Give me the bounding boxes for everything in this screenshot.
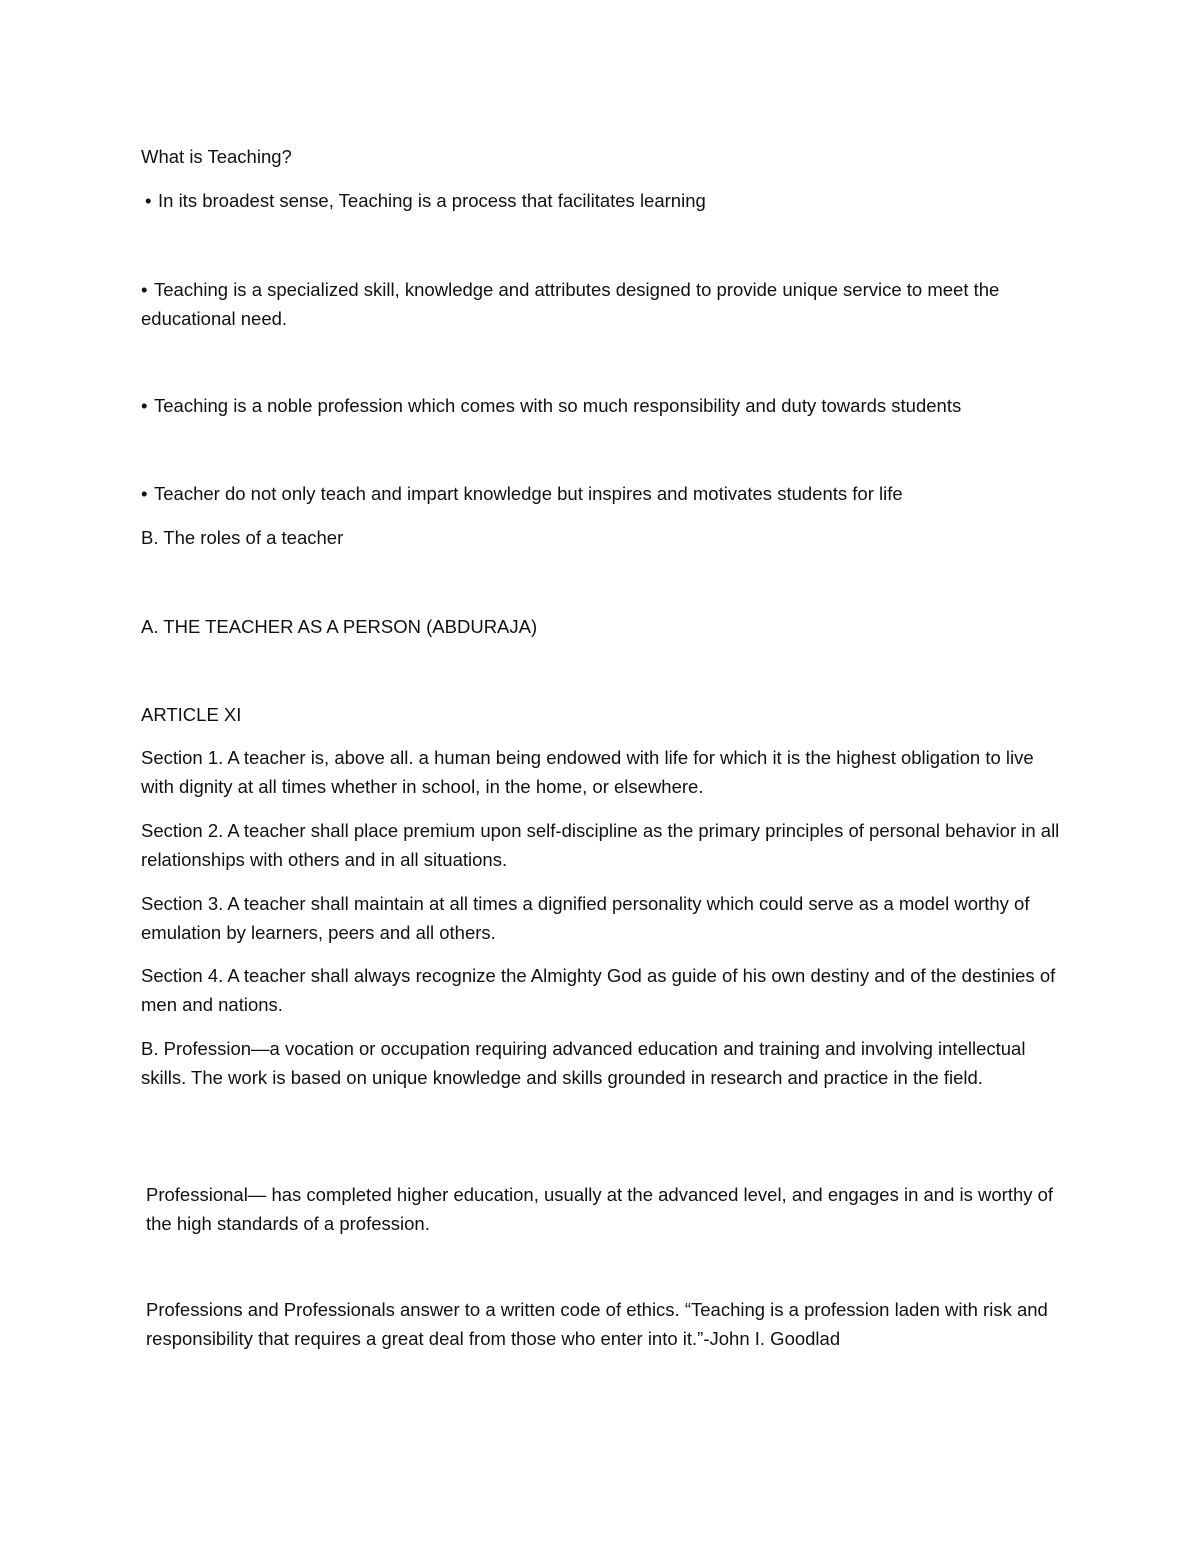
bullet-text: Teaching is a specialized skill, knowledge and attributes designed to provide unique service to meet the educational need.: [141, 279, 1000, 329]
article-heading: ARTICLE XI: [141, 704, 242, 725]
page-heading: What is Teaching?: [141, 146, 292, 167]
section-paragraph: Section 3. A teacher shall maintain at all times a dignified personality which could serve as a model worthy of emulation by learners, peers and all others.: [141, 893, 1030, 943]
section-paragraph: Section 4. A teacher shall always recognize the Almighty God as guide of his own destiny and of the destinies of men and nations.: [141, 965, 1056, 1015]
bullet-item: [141, 275, 1071, 333]
ethics-quote: Professions and Professionals answer to a written code of ethics. “Teaching is a profession laden with risk and responsibility that requires a great deal from those who enter into it.”-John I. Goodlad: [146, 1299, 1048, 1349]
profession-definition: B. Profession—a vocation or occupation requiring advanced education and training and involving intellectual skills. The work is based on unique knowledge and skills grounded in research and practice in the field.: [141, 1038, 1026, 1088]
teacher-person-heading: A. THE TEACHER AS A PERSON (ABDURAJA): [141, 616, 538, 637]
bullet-item: [141, 391, 1071, 420]
bullet-text: Teaching is a noble profession which comes with so much responsibility and duty towards students: [154, 395, 962, 416]
bullet-icon: •: [141, 279, 148, 300]
bullet-icon: •: [145, 190, 152, 211]
section-paragraph: Section 2. A teacher shall place premium upon self-discipline as the primary principles of personal behavior in all relationships with others and in all situations.: [141, 820, 1060, 870]
bullet-item: [141, 479, 1071, 508]
bullet-icon: •: [141, 483, 148, 504]
bullet-icon: •: [141, 395, 148, 416]
bullet-text: Teacher do not only teach and impart knowledge but inspires and motivates students for life: [154, 483, 903, 504]
professional-definition: Professional— has completed higher education, usually at the advanced level, and engages in and is worthy of the high standards of a profession.: [146, 1184, 1054, 1234]
bullet-item: [145, 186, 1075, 215]
roles-heading: B. The roles of a teacher: [141, 527, 344, 548]
bullet-text: In its broadest sense, Teaching is a process that facilitates learning: [158, 190, 706, 211]
section-paragraph: Section 1. A teacher is, above all. a human being endowed with life for which it is the highest obligation to live with dignity at all times whether in school, in the home, or elsewhere.: [141, 747, 1034, 797]
